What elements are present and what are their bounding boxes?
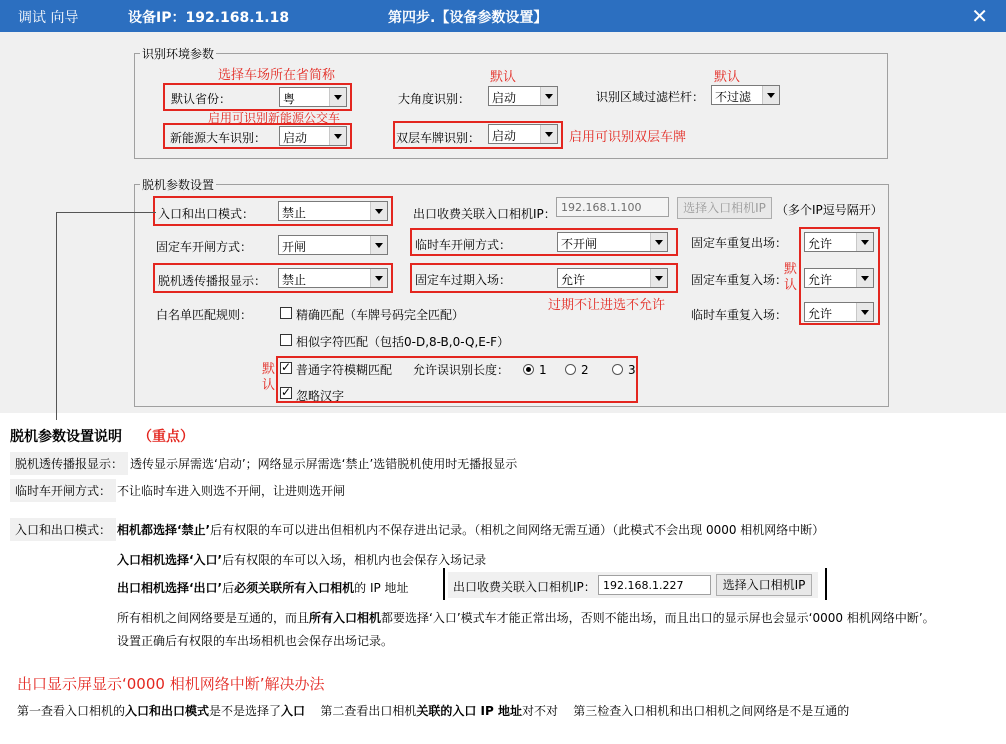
- ignore-chinese-checkbox[interactable]: [280, 387, 292, 399]
- exit-ip-label: 出口收费关联入口相机IP：: [413, 207, 556, 221]
- error-length-radio-3[interactable]: [612, 364, 623, 375]
- explain-broadcast-label: 脱机透传播报显示：: [10, 452, 128, 475]
- exact-match-checkbox[interactable]: [280, 307, 292, 319]
- close-icon[interactable]: ✕: [971, 4, 988, 28]
- province-select[interactable]: 粤: [279, 87, 347, 107]
- province-label: 默认省份：: [171, 92, 232, 106]
- explain-title: 脱机参数设置说明: [10, 429, 122, 445]
- wide-angle-label: 大角度识别：: [398, 92, 471, 106]
- exit-ip-hint: （多个IP逗号隔开）: [776, 203, 883, 217]
- connector-line: [56, 212, 156, 213]
- error-length-radio-3-label: 3: [628, 363, 636, 377]
- temp-repeat-in-select[interactable]: 允许: [804, 302, 874, 322]
- double-plate-select[interactable]: 启动: [488, 124, 558, 144]
- solve-steps: 第一查看入口相机的入口和出口模式是不是选择了入口 第二查看出口相机关联的入口 IP 地址对不对 第三检查入口相机和出口相机之间网络是不是互通的: [17, 704, 850, 718]
- chevron-down-icon: [650, 233, 667, 251]
- inline-ip-label: 出口收费关联入口相机IP：: [453, 580, 596, 594]
- expired-in-select[interactable]: 允许: [557, 268, 668, 288]
- explain-title-key: （重点）: [138, 429, 194, 445]
- explain-broadcast-text: 透传显示屏需选‘启动’；网络显示屏需选‘禁止’选错脱机使用时无播报显示: [130, 457, 518, 471]
- fuzzy-match-checkbox[interactable]: [280, 362, 292, 374]
- error-length-label: 允许误识别长度：: [413, 363, 510, 377]
- offline-legend: 脱机参数设置: [142, 178, 215, 192]
- inline-ip-panel: [448, 572, 818, 598]
- fuzzy-match-label: 普通字符模糊匹配: [296, 363, 393, 377]
- explain-temp-gate-label: 临时车开闸方式：: [10, 479, 116, 502]
- chevron-down-icon: [650, 269, 667, 287]
- new-energy-select[interactable]: 启动: [279, 126, 347, 146]
- explain-line-1: 相机都选择‘禁止’后有权限的车可以进出但相机内不保存进出记录。（相机之间网络无需互通）（此模式不会出现 0000 相机网络中断）: [117, 523, 825, 537]
- device-ip: 设备IP：192.168.1.18: [128, 10, 290, 26]
- chevron-down-icon: [370, 236, 387, 254]
- wide-angle-select[interactable]: 启动: [488, 86, 558, 106]
- error-length-radio-1-label: 1: [539, 363, 547, 377]
- chevron-down-icon: [762, 86, 779, 104]
- fuzzy-default-note: 默认: [262, 362, 276, 393]
- new-energy-note: 启用可识别新能源公交车: [208, 111, 341, 125]
- chevron-down-icon: [329, 88, 346, 106]
- fixed-repeat-out-select[interactable]: 允许: [804, 232, 874, 252]
- double-plate-note: 启用可识别双层车牌: [569, 130, 687, 145]
- io-mode-label: 入口和出口模式：: [158, 207, 255, 221]
- province-note: 选择车场所在省简称: [218, 68, 336, 83]
- exit-ip-input[interactable]: 192.168.1.100: [556, 197, 669, 217]
- error-length-radio-1[interactable]: [523, 364, 534, 375]
- filter-bar-note: 默认: [714, 70, 741, 85]
- chevron-down-icon: [540, 125, 557, 143]
- fixed-repeat-in-select[interactable]: 允许: [804, 268, 874, 288]
- error-length-radio-2[interactable]: [565, 364, 576, 375]
- io-mode-select[interactable]: 禁止: [278, 201, 388, 221]
- inline-ip-input[interactable]: 192.168.1.227: [598, 575, 711, 595]
- fixed-gate-label: 固定车开闸方式：: [156, 240, 253, 254]
- expired-in-label: 固定车过期入场：: [415, 273, 512, 287]
- similar-match-checkbox[interactable]: [280, 334, 292, 346]
- solve-title: 出口显示屏显示‘0000 相机网络中断’解决办法: [17, 675, 325, 693]
- chevron-down-icon: [856, 233, 873, 251]
- title-bar: [0, 0, 1006, 32]
- expired-in-note: 过期不让进选不允许: [548, 298, 666, 313]
- whitelist-label: 白名单匹配规则：: [156, 308, 253, 322]
- explain-temp-gate-text: 不让临时车进入则选不开闸，让进则选开闸: [117, 484, 346, 498]
- explain-line-4: 所有相机之间网络要是互通的，而且所有入口相机都要选择‘入口’模式车才能正常出场，否则不能出场，而且出口的显示屏也会显示‘0000 相机网络中断’。: [117, 611, 935, 625]
- select-entry-camera-button[interactable]: 选择入口相机IP: [677, 197, 772, 219]
- broadcast-select[interactable]: 禁止: [278, 268, 388, 288]
- chevron-down-icon: [856, 303, 873, 321]
- temp-repeat-in-label: 临时车重复入场：: [691, 308, 788, 322]
- explain-io-label: 入口和出口模式：: [10, 518, 116, 541]
- temp-gate-label: 临时车开闸方式：: [415, 238, 512, 252]
- explain-line-5: 设置正确后有权限的车出场相机也会保存出场记录。: [117, 634, 394, 648]
- chevron-down-icon: [370, 202, 387, 220]
- broadcast-label: 脱机透传播报显示：: [158, 274, 267, 288]
- step-title: 第四步.【设备参数设置】: [388, 10, 548, 26]
- connector-line: [56, 212, 57, 420]
- temp-gate-select[interactable]: 不开闸: [557, 232, 668, 252]
- ignore-chinese-label: 忽略汉字: [296, 389, 345, 403]
- wide-angle-note: 默认: [490, 70, 517, 85]
- chevron-down-icon: [856, 269, 873, 287]
- chevron-down-icon: [370, 269, 387, 287]
- fixed-repeat-in-label: 固定车重复入场：: [691, 273, 788, 287]
- similar-match-label: 相似字符匹配（包括0-D,8-B,0-Q,E-F）: [296, 335, 510, 349]
- chevron-down-icon: [540, 87, 557, 105]
- fixed-repeat-out-label: 固定车重复出场：: [691, 236, 788, 250]
- filter-bar-label: 识别区域过滤栏杆：: [596, 90, 705, 104]
- recognition-legend: 识别环境参数: [142, 47, 215, 61]
- explain-line-3: 出口相机选择‘出口’后必须关联所有入口相机的 IP 地址: [117, 581, 409, 595]
- app-title: 调试 向导: [18, 10, 79, 26]
- filter-bar-select[interactable]: 不过滤: [711, 85, 780, 105]
- explain-line-2: 入口相机选择‘入口’后有权限的车可以入场，相机内也会保存入场记录: [117, 553, 487, 567]
- exact-match-label: 精确匹配（车牌号码完全匹配）: [296, 308, 465, 322]
- new-energy-label: 新能源大车识别：: [170, 131, 267, 145]
- chevron-down-icon: [329, 127, 346, 145]
- repeat-default-note: 默认: [784, 262, 798, 293]
- fixed-gate-select[interactable]: 开闸: [278, 235, 388, 255]
- inline-select-camera-button[interactable]: 选择入口相机IP: [716, 574, 812, 596]
- double-plate-label: 双层车牌识别：: [396, 131, 481, 145]
- error-length-radio-2-label: 2: [581, 363, 589, 377]
